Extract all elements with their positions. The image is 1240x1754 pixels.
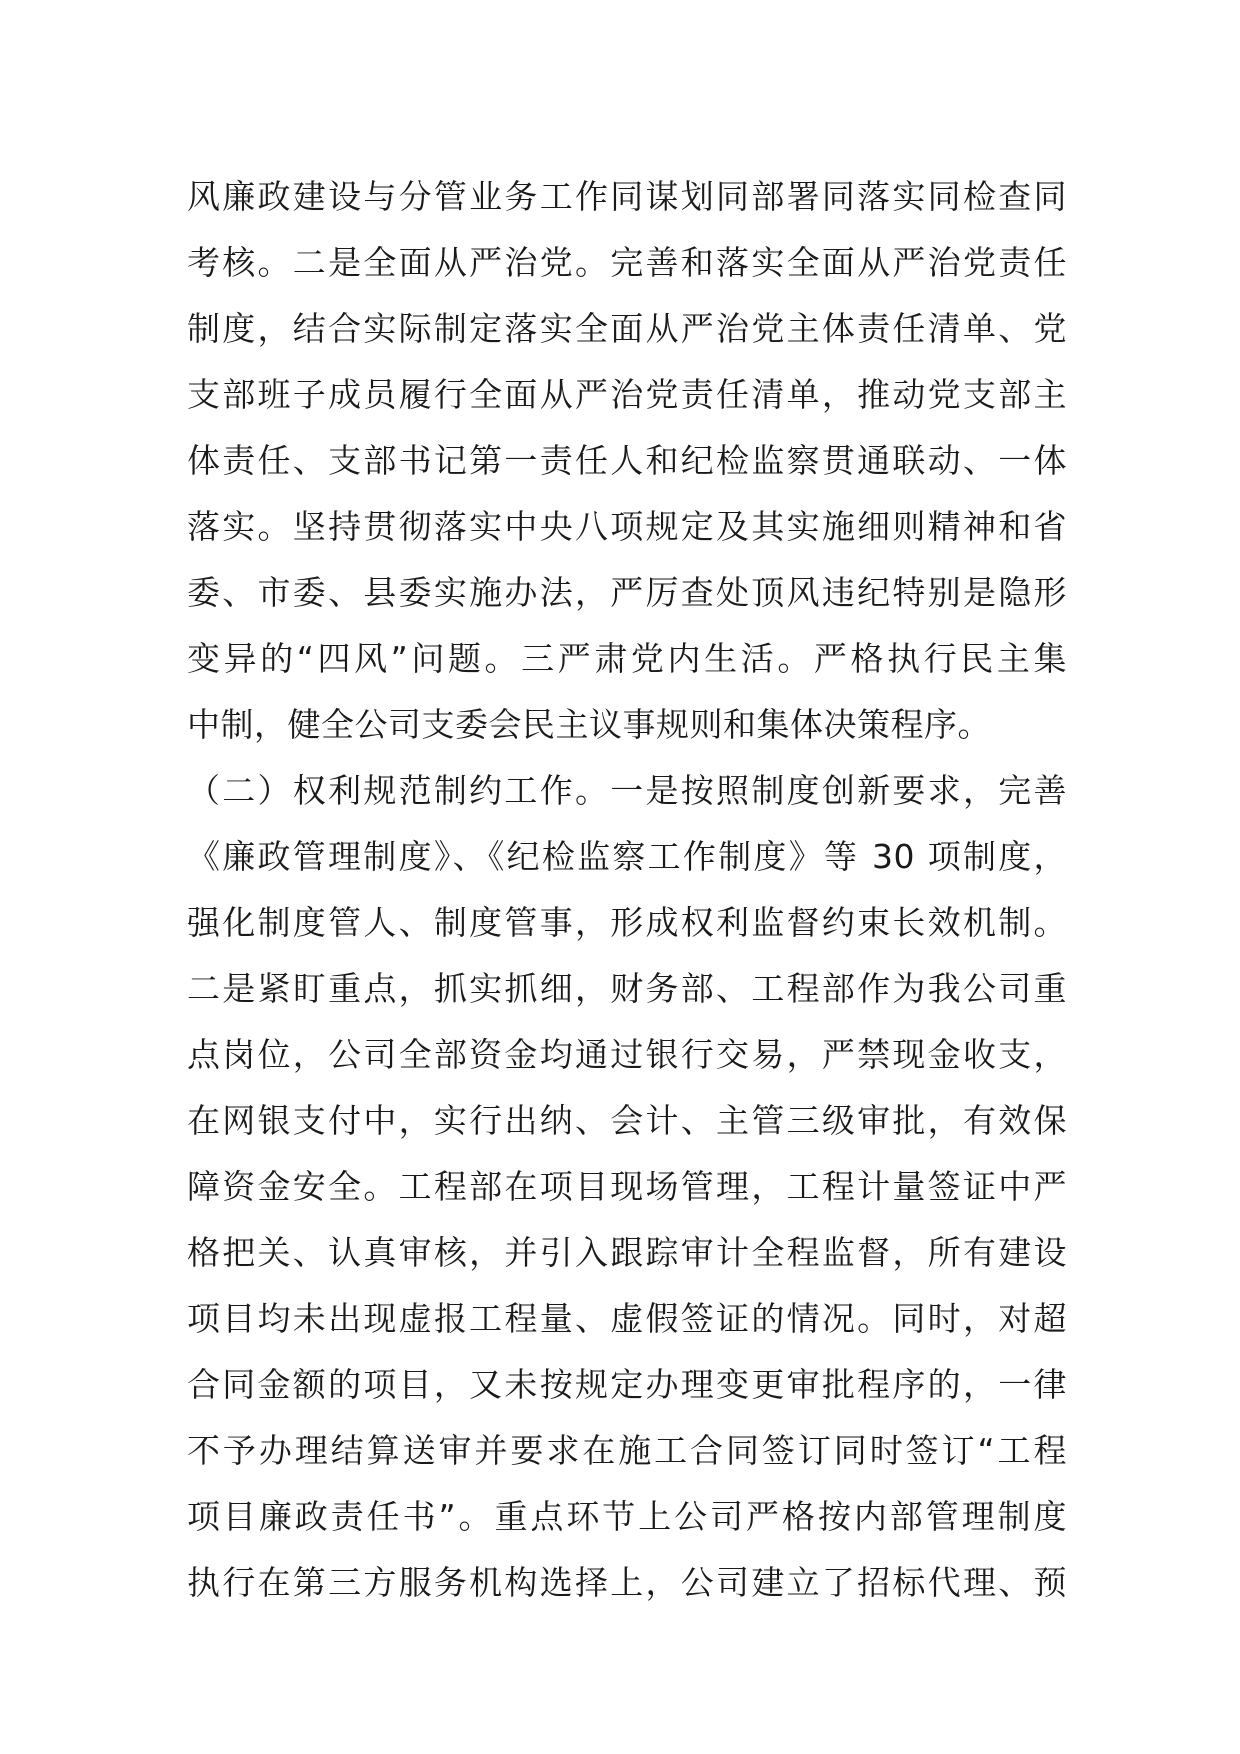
text-line: 执行在第三方服务机构选择上，公司建立了招标代理、预 — [187, 1563, 1067, 1602]
text-line: 强化制度管人、制度管事，形成权利监督约束长效机制。 — [187, 903, 1067, 942]
text-line: （二）权利规范制约工作。一是按照制度创新要求，完善 — [187, 771, 1067, 810]
body-text — [187, 164, 1067, 1616]
text-line: 考核。二是全面从严治党。完善和落实全面从严治党责任 — [187, 243, 1067, 282]
text-line: 风廉政建设与分管业务工作同谋划同部署同落实同检查同 — [187, 177, 1067, 216]
text-line: 二是紧盯重点，抓实抓细，财务部、工程部作为我公司重 — [187, 969, 1067, 1008]
text-line: 《廉政管理制度》、《纪检监察工作制度》等 30 项制度， — [187, 837, 1067, 876]
text-line: 落实。坚持贯彻落实中央八项规定及其实施细则精神和省 — [187, 507, 1067, 546]
text-line: 委、市委、县委实施办法，严厉查处顶风违纪特别是隐形 — [187, 573, 1067, 612]
text-line: 格把关、认真审核，并引入跟踪审计全程监督，所有建设 — [187, 1233, 1067, 1272]
text-line: 制度，结合实际制定落实全面从严治党主体责任清单、党 — [187, 309, 1067, 348]
text-line: 在网银支付中，实行出纳、会计、主管三级审批，有效保 — [187, 1101, 1067, 1140]
text-line: 合同金额的项目，又未按规定办理变更审批程序的，一律 — [187, 1365, 1067, 1404]
text-line: 体责任、支部书记第一责任人和纪检监察贯通联动、一体 — [187, 441, 1067, 480]
text-line: 中制，健全公司支委会民主议事规则和集体决策程序。 — [187, 705, 991, 744]
text-line: 项目均未出现虚报工程量、虚假签证的情况。同时，对超 — [187, 1299, 1067, 1338]
text-line: 点岗位，公司全部资金均通过银行交易，严禁现金收支， — [187, 1035, 1067, 1074]
text-line: 障资金安全。工程部在项目现场管理，工程计量签证中严 — [187, 1167, 1067, 1206]
text-line: 项目廉政责任书”。重点环节上公司严格按内部管理制度 — [187, 1497, 1067, 1536]
text-line: 变异的“四风”问题。三严肃党内生活。严格执行民主集 — [187, 639, 1067, 678]
text-line: 不予办理结算送审并要求在施工合同签订同时签订“工程 — [187, 1431, 1067, 1470]
text-line: 支部班子成员履行全面从严治党责任清单，推动党支部主 — [187, 375, 1067, 414]
